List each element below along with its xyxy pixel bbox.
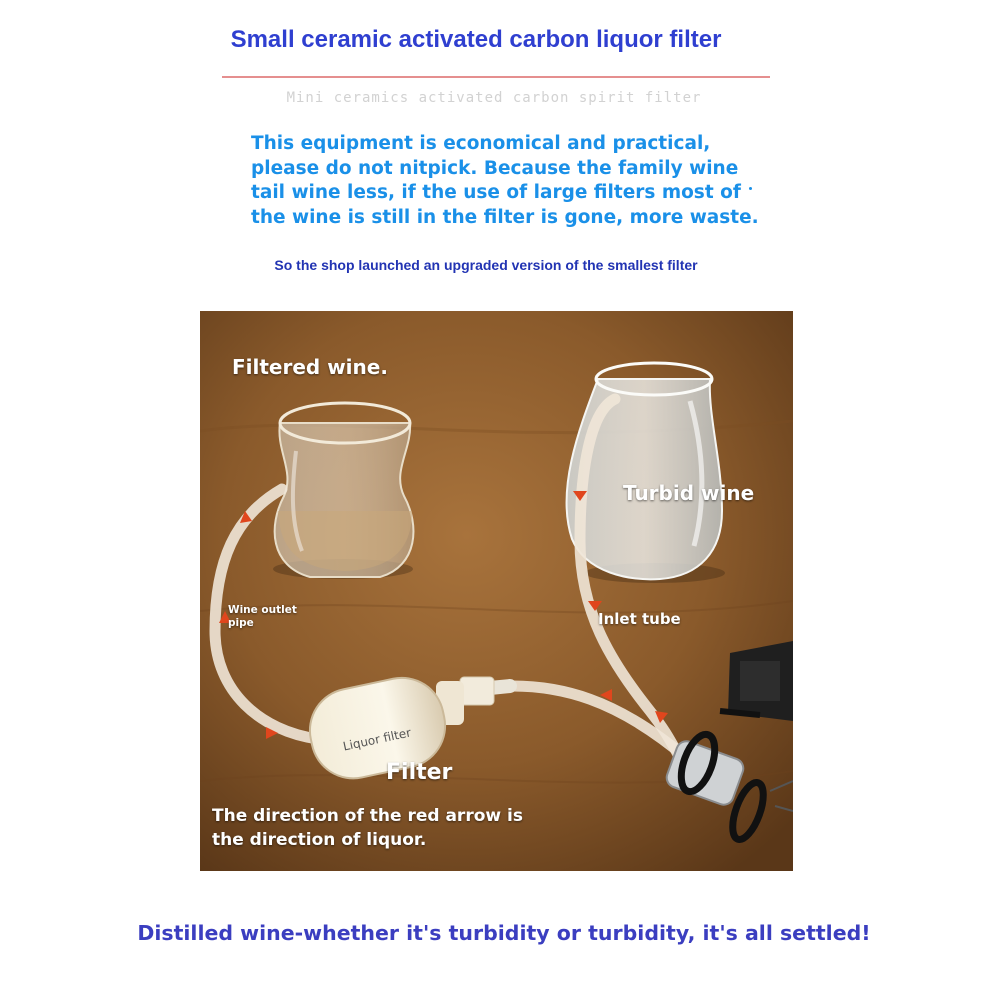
turbid-wine-label: Turbid wine <box>623 481 755 505</box>
power-adapter <box>720 641 793 721</box>
inlet-tube-label: Inlet tube <box>598 610 681 628</box>
outlet-pipe-label <box>228 604 297 630</box>
direction-caption-line: the direction of liquor. <box>212 830 427 850</box>
notice-line: tail wine less, if the use of large filters most of <box>251 182 741 203</box>
outlet-pipe-label-line: Wine outlet <box>228 604 297 616</box>
bottle-label: Liquor filter <box>341 725 413 754</box>
filtered-wine-label: Filtered wine. <box>232 355 388 379</box>
outlet-pipe-label-line: pipe <box>228 617 254 629</box>
footer-slogan: Distilled wine-whether it's turbidity or turbidity, it's all settled! <box>137 921 871 945</box>
notice-text <box>251 132 791 230</box>
notice-line: This equipment is economical and practical, <box>251 133 711 154</box>
direction-caption-line: The direction of the red arrow is <box>212 806 523 826</box>
direction-caption <box>212 804 523 852</box>
photo-illustration <box>200 311 793 871</box>
stray-dot <box>749 187 752 190</box>
page-title: Small ceramic activated carbon liquor filter <box>230 26 722 53</box>
notice-line: the wine is still in the filter is gone, more waste. <box>251 206 759 228</box>
filter-label: Filter <box>386 760 453 785</box>
notice-line: please do not nitpick. Because the family wine <box>251 157 739 179</box>
filtered-wine-glass <box>273 403 413 579</box>
shop-note: So the shop launched an upgraded version of the smallest filter <box>274 257 698 273</box>
page-subtitle: Mini ceramics activated carbon spirit filter <box>286 90 702 106</box>
product-photo <box>200 311 793 871</box>
title-divider <box>222 76 770 78</box>
